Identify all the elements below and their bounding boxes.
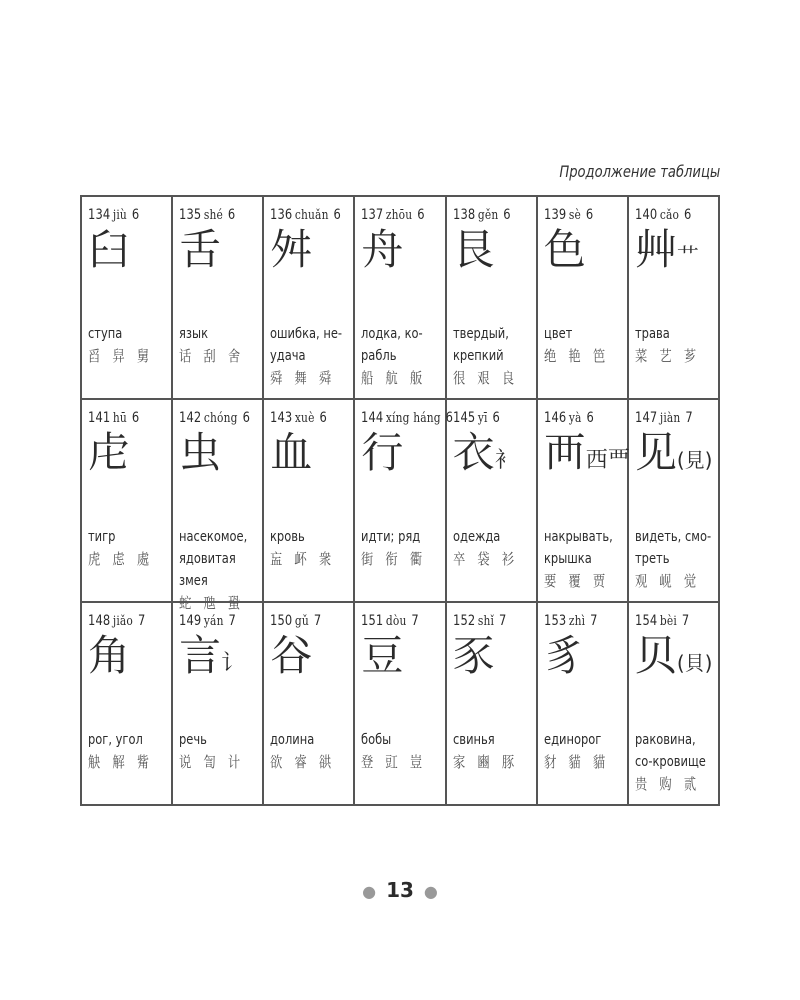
radical-number: 142	[179, 410, 202, 426]
radical-meaning-block	[270, 323, 349, 389]
radical-variant: (貝)	[676, 651, 713, 675]
radical-cell	[172, 196, 263, 399]
stroke-count: 6	[417, 207, 426, 223]
radical-pinyin: yī	[477, 411, 488, 426]
radical-glyph-line	[179, 430, 258, 484]
radical-meaning: видеть, смо-треть	[634, 529, 711, 567]
radical-glyph-line	[544, 633, 623, 687]
radical-glyph: 言	[179, 631, 222, 680]
radical-number: 150	[270, 613, 293, 629]
radical-meaning: насекомое, ядовитая змея	[179, 529, 248, 589]
radical-meaning: язык	[179, 326, 209, 342]
radical-meaning: тигр	[88, 529, 116, 545]
example-characters: 绝 艳 笆	[543, 347, 609, 365]
radical-glyph: 臼	[88, 225, 131, 274]
radical-header	[544, 410, 609, 426]
example-characters: 衁 衃 衆	[270, 550, 336, 568]
radical-meaning-block	[270, 729, 349, 773]
radical-header	[453, 410, 518, 426]
radical-meaning-block	[88, 526, 167, 570]
radical-pinyin: yà	[568, 411, 582, 426]
stroke-count: 7	[681, 613, 690, 629]
radical-glyph-line	[88, 430, 167, 484]
radical-meaning: идти; ряд	[361, 529, 421, 545]
stroke-count: 6	[446, 410, 454, 426]
radical-glyph: 舌	[179, 225, 222, 274]
page-number: 13	[386, 878, 414, 902]
radical-header	[270, 613, 335, 629]
radical-meaning-block	[270, 526, 349, 570]
stroke-count: 6	[586, 410, 594, 426]
example-characters: 欲 睿 谼	[270, 753, 336, 771]
radical-number: 152	[452, 613, 475, 629]
radical-cell	[446, 602, 537, 805]
radical-number: 137	[361, 207, 384, 223]
radical-pinyin: xuè	[295, 411, 315, 426]
example-characters: 蛇 虺 蛩	[179, 594, 245, 612]
radical-header	[544, 207, 609, 223]
radical-glyph: 艸	[634, 225, 677, 274]
footer-dot-right: ●	[423, 882, 438, 901]
stroke-count: 7	[498, 613, 507, 629]
radical-glyph-line	[179, 633, 258, 687]
radical-pinyin: jiǎo	[112, 614, 134, 629]
radical-cell-content	[543, 410, 630, 597]
radical-number: 149	[179, 613, 202, 629]
radical-glyph: 行	[361, 428, 404, 477]
stroke-count: 6	[131, 207, 140, 223]
radical-meaning: твердый, крепкий	[452, 326, 509, 364]
stroke-count: 6	[319, 410, 328, 426]
radical-glyph: 见	[634, 428, 677, 477]
radical-glyph-line	[635, 430, 714, 483]
radical-pinyin: zhōu	[386, 208, 413, 223]
radical-glyph: 色	[543, 225, 586, 274]
stroke-count: 7	[137, 613, 146, 629]
radical-header	[544, 613, 609, 629]
radical-meaning-block	[361, 323, 440, 389]
radical-cell-content	[544, 207, 623, 394]
radical-glyph: 血	[270, 428, 313, 477]
stroke-count: 6	[492, 410, 500, 426]
radical-pinyin: cǎo	[659, 208, 679, 223]
radical-number: 153	[543, 613, 567, 629]
radical-header	[88, 410, 153, 426]
radical-header	[635, 207, 700, 223]
radical-glyph: 舟	[361, 225, 404, 274]
stroke-count: 7	[685, 410, 693, 426]
radical-pinyin: chuǎn	[295, 208, 329, 223]
example-characters: 舜 舞 舜	[270, 369, 336, 387]
radical-header	[361, 613, 426, 629]
stroke-count: 6	[585, 207, 594, 223]
radical-meaning: речь	[179, 732, 208, 748]
radical-glyph-line	[453, 633, 532, 687]
radical-cell-content	[544, 613, 623, 800]
radical-glyph: 襾	[543, 428, 586, 477]
radical-cell	[81, 602, 172, 805]
radical-cell	[537, 196, 628, 399]
radical-glyph-line	[453, 430, 532, 484]
radical-header	[361, 410, 454, 426]
radical-glyph: 谷	[270, 631, 313, 680]
radical-cell	[537, 399, 628, 602]
radical-meaning: одежда	[452, 529, 500, 545]
stroke-count: 6	[242, 410, 251, 426]
radical-glyph: 豆	[361, 631, 404, 680]
stroke-count: 6	[228, 207, 236, 223]
radical-pinyin: chóng	[204, 411, 238, 426]
radical-cell	[354, 602, 445, 805]
example-characters: 家 豳 豚	[452, 753, 518, 771]
radical-glyph-line	[270, 633, 349, 687]
radical-cell	[263, 196, 354, 399]
radical-number: 154	[634, 613, 658, 629]
radical-pinyin: sè	[568, 208, 581, 223]
stroke-count: 7	[228, 613, 237, 629]
radical-cell-content	[179, 410, 258, 612]
radical-cell-content	[270, 613, 349, 800]
radical-cell-content	[361, 613, 440, 800]
radical-pinyin: dòu	[386, 614, 407, 629]
radical-cell	[263, 602, 354, 805]
radical-cell-content	[635, 410, 714, 597]
radical-header	[635, 613, 700, 629]
stroke-count: 6	[333, 207, 342, 223]
radical-glyph-line	[361, 227, 440, 281]
radical-number: 135	[179, 207, 202, 223]
example-characters: 贵 购 贰	[634, 775, 701, 793]
radical-glyph-line	[453, 227, 532, 281]
radical-glyph: 舛	[270, 225, 313, 274]
stroke-count: 7	[411, 613, 420, 629]
stroke-count: 6	[502, 207, 511, 223]
radical-glyph-line	[270, 227, 349, 281]
radical-number: 139	[543, 207, 567, 223]
radical-glyph-line	[88, 227, 167, 281]
radical-glyph: 豸	[543, 631, 586, 680]
radical-pinyin: bèi	[659, 614, 677, 629]
radical-number: 146	[543, 410, 567, 426]
radical-pinyin: gěn	[477, 208, 498, 223]
radical-cell-content	[635, 613, 714, 800]
radical-glyph: 虫	[179, 428, 222, 477]
radical-glyph: 角	[88, 631, 131, 680]
radical-cell	[628, 602, 719, 805]
radical-cell	[354, 399, 454, 602]
radical-number: 148	[88, 613, 111, 629]
radical-meaning: долина	[270, 732, 315, 748]
radical-variant: (見)	[676, 448, 713, 472]
radical-pinyin: hū	[112, 411, 127, 426]
radical-glyph: 衣	[452, 428, 495, 477]
radical-meaning: ступа	[88, 326, 123, 342]
stroke-count: 6	[683, 207, 692, 223]
radical-meaning-block	[544, 729, 623, 773]
stroke-count: 7	[314, 613, 322, 629]
table-row	[81, 196, 719, 399]
radical-cell	[628, 196, 719, 399]
radical-header	[88, 207, 153, 223]
example-characters: 卒 袋 衫	[452, 550, 518, 568]
radical-pinyin: gǔ	[295, 614, 310, 629]
radical-header	[179, 410, 251, 426]
radical-cell	[354, 196, 445, 399]
radical-cell-content	[270, 410, 349, 597]
radical-meaning: трава	[634, 326, 670, 342]
radical-cell-content	[635, 207, 714, 394]
example-characters: 舀 舁 舅	[88, 347, 154, 365]
table-row	[81, 399, 719, 602]
radical-meaning-block	[453, 323, 532, 389]
footer-dot-left: ●	[362, 882, 377, 901]
example-characters: 觖 解 觜	[88, 753, 154, 771]
radical-meaning: лодка, ко-рабль	[361, 326, 424, 364]
radical-number: 140	[634, 207, 658, 223]
radical-meaning-block	[635, 729, 714, 795]
radical-meaning: раковина, со-кровище	[634, 732, 706, 770]
radical-variant: 艹	[676, 245, 699, 270]
radical-pinyin: shǐ	[477, 614, 494, 629]
radical-meaning-block	[544, 526, 623, 592]
radical-cell-content	[361, 207, 440, 394]
radical-cell-content	[361, 410, 454, 597]
radical-cell	[446, 399, 537, 602]
example-characters: 登 豇 豈	[361, 753, 427, 771]
radicals-table	[80, 195, 720, 806]
radical-cell	[172, 602, 263, 805]
radical-meaning-block	[179, 323, 258, 367]
radical-glyph-line	[543, 428, 630, 484]
radical-pinyin: jiù	[112, 208, 127, 223]
radical-cell-content	[270, 207, 349, 394]
radical-cell-content	[88, 207, 167, 394]
radical-meaning-block	[88, 729, 167, 773]
radical-pinyin: xíng háng	[386, 411, 442, 426]
radical-meaning-block	[544, 323, 623, 367]
radical-meaning: рог, угол	[88, 732, 143, 748]
radical-cell-content	[453, 613, 532, 800]
radical-cell-content	[179, 207, 258, 394]
example-characters: 说 訇 计	[179, 753, 245, 771]
radical-meaning-block	[361, 729, 440, 773]
radical-meaning-block	[179, 526, 258, 614]
radical-cell	[81, 399, 172, 602]
radical-glyph: 贝	[634, 631, 677, 680]
example-characters: 菜 艺 芗	[634, 347, 701, 365]
example-characters: 豺 貓 貓	[543, 753, 609, 771]
radical-cell	[172, 399, 263, 612]
radical-meaning-block	[88, 323, 167, 367]
radical-variant: 讠	[221, 651, 244, 676]
radical-number: 144	[361, 410, 384, 426]
radical-cell-content	[179, 613, 258, 800]
radical-header	[635, 410, 700, 426]
radical-glyph-line	[361, 430, 440, 484]
table-caption: Продолжение таблицы	[559, 162, 720, 181]
radical-number: 143	[270, 410, 293, 426]
radical-number: 138	[452, 207, 475, 223]
stroke-count: 7	[589, 613, 598, 629]
radical-header	[453, 613, 518, 629]
example-characters: 观 岘 觉	[634, 572, 701, 590]
table-row	[81, 602, 719, 805]
radical-variant: 西覀	[585, 448, 630, 473]
radical-cell	[537, 602, 628, 805]
radical-cell-content	[88, 613, 167, 800]
radical-meaning: цвет	[543, 326, 573, 342]
radical-pinyin: jiàn	[659, 411, 681, 426]
radical-number: 136	[270, 207, 293, 223]
example-characters: 船 航 舨	[361, 369, 427, 387]
radical-number: 145	[452, 410, 475, 426]
radical-glyph: 艮	[452, 225, 495, 274]
example-characters: 很 艰 良	[452, 369, 518, 387]
radical-glyph-line	[179, 227, 258, 281]
radical-meaning-block	[635, 323, 714, 367]
radical-number: 141	[88, 410, 111, 426]
radical-cell	[263, 399, 354, 602]
stroke-count: 6	[131, 410, 140, 426]
radical-meaning: накрывать, крышка	[543, 529, 613, 567]
page-footer	[0, 878, 800, 902]
radical-glyph-line	[635, 227, 714, 281]
radical-pinyin: shé	[204, 208, 224, 223]
radical-header	[270, 410, 335, 426]
example-characters: 要 覆 贾	[543, 572, 609, 590]
radical-header	[179, 613, 244, 629]
radical-pinyin: yán	[204, 614, 224, 629]
radical-header	[88, 613, 153, 629]
radical-header	[361, 207, 426, 223]
radical-header	[179, 207, 244, 223]
radical-meaning: свинья	[452, 732, 495, 748]
radical-cell	[81, 196, 172, 399]
radical-variant: 衤	[494, 448, 517, 473]
radical-meaning-block	[635, 526, 714, 592]
radical-meaning: ошибка, не-удача	[270, 326, 343, 364]
radical-meaning: единорог	[543, 732, 602, 748]
radical-cell-content	[88, 410, 167, 597]
radical-glyph: 豕	[452, 631, 495, 680]
radical-meaning-block	[361, 526, 440, 570]
example-characters: 话 刮 舍	[179, 347, 245, 365]
radical-number: 151	[361, 613, 384, 629]
radical-meaning-block	[453, 526, 532, 570]
radical-pinyin: zhì	[568, 614, 585, 629]
radical-cell-content	[453, 207, 532, 394]
radical-header	[270, 207, 342, 223]
radical-meaning-block	[453, 729, 532, 773]
radical-glyph: 虍	[88, 428, 131, 477]
radical-meaning: кровь	[270, 529, 306, 545]
radical-glyph-line	[270, 430, 349, 484]
radical-glyph-line	[635, 633, 714, 686]
radical-cell-content	[453, 410, 532, 597]
radical-meaning: бобы	[361, 732, 392, 748]
radical-cell	[446, 196, 537, 399]
radical-glyph-line	[88, 633, 167, 687]
radical-number: 134	[88, 207, 111, 223]
example-characters: 街 衔 衢	[361, 550, 427, 568]
radical-cell	[628, 399, 719, 602]
radical-glyph-line	[361, 633, 440, 687]
radical-number: 147	[634, 410, 658, 426]
example-characters: 虎 虑 處	[88, 550, 154, 568]
radical-glyph-line	[544, 227, 623, 281]
radical-header	[453, 207, 518, 223]
radical-meaning-block	[179, 729, 258, 773]
